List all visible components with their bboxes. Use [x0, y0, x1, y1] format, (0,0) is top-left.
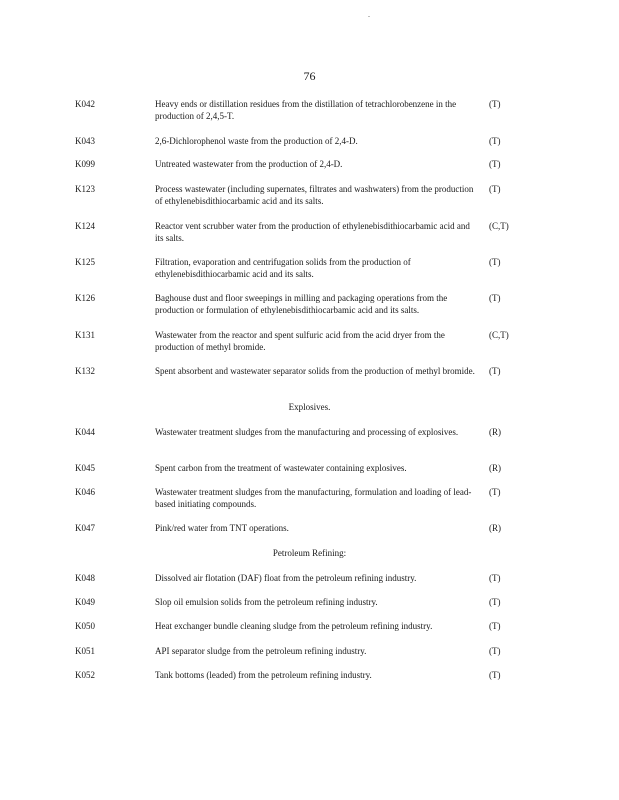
waste-description: Tank bottoms (leaded) from the petroleum refining industry. — [155, 670, 372, 680]
hazard-code: (T) — [489, 99, 501, 109]
waste-code: K045 — [75, 463, 95, 473]
waste-code: K046 — [75, 487, 95, 497]
page-number: 76 — [303, 69, 316, 83]
hazard-code: (T) — [489, 136, 501, 146]
waste-code: K124 — [75, 221, 95, 231]
waste-description: Dissolved air flotation (DAF) float from the petroleum refining industry. — [155, 573, 417, 583]
waste-code: K050 — [75, 621, 95, 631]
hazard-code: (T) — [489, 366, 501, 376]
waste-description: Reactor vent scrubber water from the production of ethylenebisdithiocarbamic acid and its salts. — [155, 221, 470, 243]
hazard-code: (T) — [489, 293, 501, 303]
section-heading-explosives: Explosives. — [288, 402, 331, 412]
waste-description: API separator sludge from the petroleum refining industry. — [155, 646, 367, 656]
hazard-code: (C,T) — [489, 221, 509, 231]
hazard-code: (T) — [489, 573, 501, 583]
section-heading-petroleum: Petroleum Refining: — [272, 548, 347, 558]
waste-code: K123 — [75, 184, 95, 194]
waste-code: K043 — [75, 136, 95, 146]
waste-description: Wastewater treatment sludges from the manufacturing and processing of explosives. — [155, 427, 459, 437]
hazard-code: (T) — [489, 184, 501, 194]
waste-code: K125 — [75, 257, 95, 267]
waste-description: Pink/red water from TNT operations. — [155, 523, 289, 533]
waste-description: Heavy ends or distillation residues from the distillation of tetrachlorobenzene in the production of 2,4,5-T. — [155, 99, 457, 121]
waste-description: Heat exchanger bundle cleaning sludge from the petroleum refining industry. — [155, 621, 433, 631]
waste-code: K052 — [75, 670, 95, 680]
hazard-code: (T) — [489, 621, 501, 631]
hazard-code: (R) — [489, 463, 501, 473]
waste-code: K049 — [75, 597, 95, 607]
waste-description: Process wastewater (including supernates, filtrates and washwaters) from the production of ethylenebisdithiocarbamic acid and its salts. — [155, 184, 474, 206]
waste-description: Filtration, evaporation and centrifugation solids from the production of ethylenebisdithiocarbamic acid and its salts. — [155, 257, 411, 279]
hazard-code: (T) — [489, 159, 501, 169]
waste-code: K131 — [75, 330, 95, 340]
header-mark: . — [368, 10, 370, 19]
waste-code: K047 — [75, 523, 95, 533]
hazard-code: (T) — [489, 487, 501, 497]
hazard-code: (T) — [489, 597, 501, 607]
waste-code: K126 — [75, 293, 95, 303]
waste-code: K048 — [75, 573, 95, 583]
waste-description: Untreated wastewater from the production of 2,4-D. — [155, 159, 343, 169]
hazard-code: (T) — [489, 257, 501, 267]
waste-code: K042 — [75, 99, 95, 109]
waste-description: Wastewater from the reactor and spent sulfuric acid from the acid dryer from the production of methyl bromide. — [155, 330, 445, 352]
waste-code: K051 — [75, 646, 95, 656]
waste-code: K132 — [75, 366, 95, 376]
waste-description: Baghouse dust and floor sweepings in milling and packaging operations from the production or formulation of ethylenebisdithiocarbamic acid and its salts. — [155, 293, 448, 315]
hazard-code: (T) — [489, 670, 501, 680]
waste-code: K044 — [75, 427, 95, 437]
waste-description: Wastewater treatment sludges from the manufacturing, formulation and loading of lead-based initiating compounds. — [155, 487, 472, 509]
hazard-code: (C,T) — [489, 330, 509, 340]
waste-code: K099 — [75, 159, 95, 169]
waste-description: Spent carbon from the treatment of wastewater containing explosives. — [155, 463, 407, 473]
waste-description: Spent absorbent and wastewater separator solids from the production of methyl bromide. — [155, 366, 475, 376]
waste-description: Slop oil emulsion solids from the petroleum refining industry. — [155, 597, 378, 607]
waste-description: 2,6-Dichlorophenol waste from the production of 2,4-D. — [155, 136, 358, 146]
hazard-code: (T) — [489, 646, 501, 656]
hazard-code: (R) — [489, 523, 501, 533]
hazard-code: (R) — [489, 427, 501, 437]
